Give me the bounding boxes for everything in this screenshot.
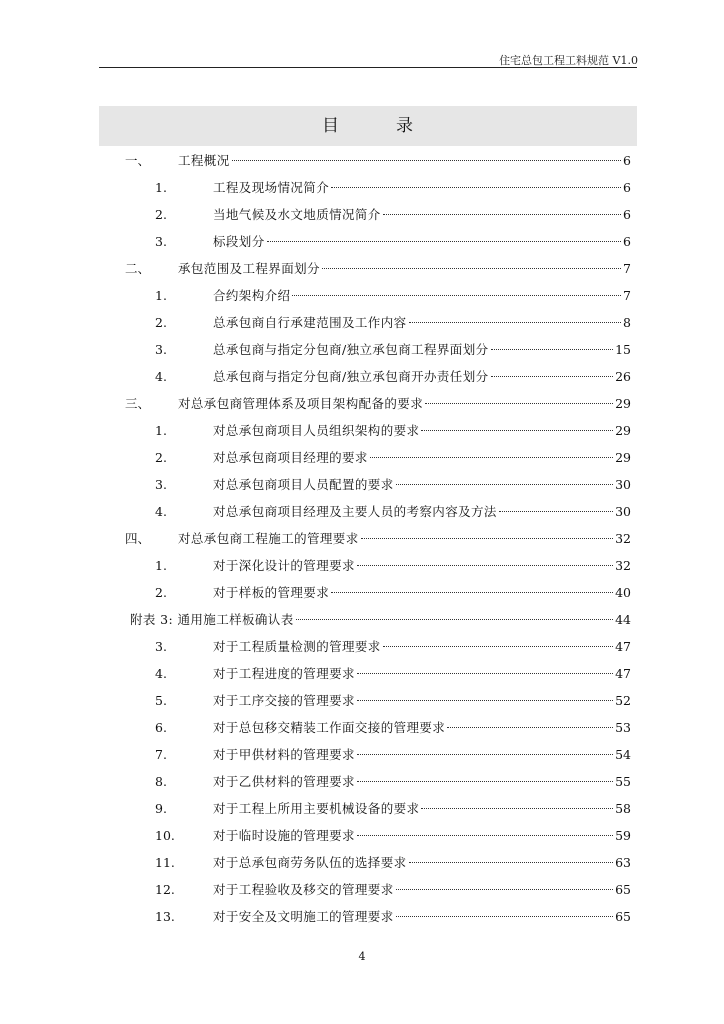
toc-entry-page: 29 bbox=[615, 396, 631, 411]
toc-leader-dots bbox=[383, 213, 621, 215]
toc-entry-page: 6 bbox=[623, 234, 631, 249]
toc-entry-number: 1. bbox=[155, 423, 167, 438]
toc-entry-number: 2. bbox=[155, 450, 167, 465]
toc-leader-dots bbox=[361, 537, 613, 539]
toc-leader-dots bbox=[409, 321, 622, 323]
toc-entry[interactable] bbox=[0, 904, 724, 930]
toc-leader-dots bbox=[296, 618, 613, 620]
toc-leader-dots bbox=[499, 510, 613, 512]
toc-entry-text: 对于临时设施的管理要求 bbox=[213, 828, 355, 843]
toc-entry[interactable] bbox=[0, 526, 724, 552]
toc-title bbox=[99, 106, 637, 146]
toc-entry[interactable] bbox=[0, 715, 724, 741]
toc-entry-number: 三、 bbox=[125, 396, 151, 411]
toc-leader-dots bbox=[370, 456, 613, 458]
toc-entry[interactable] bbox=[0, 688, 724, 714]
toc-entry-page: 6 bbox=[623, 207, 631, 222]
toc-leader-dots bbox=[357, 564, 613, 566]
toc-entry-text: 对总承包商项目经理的要求 bbox=[213, 450, 368, 465]
toc-entry[interactable] bbox=[0, 796, 724, 822]
toc-entry[interactable] bbox=[0, 175, 724, 201]
toc-entry-text: 对于安全及文明施工的管理要求 bbox=[213, 909, 394, 924]
toc-entry-number: 4. bbox=[155, 504, 167, 519]
toc-entry-text: 对总承包商项目人员组织架构的要求 bbox=[213, 423, 420, 438]
toc-leader-dots bbox=[357, 672, 613, 674]
toc-entry-number: 12. bbox=[155, 882, 175, 897]
toc-entry-page: 52 bbox=[615, 693, 631, 708]
toc-entry-page: 55 bbox=[615, 774, 631, 789]
toc-entry-number: 4. bbox=[155, 666, 167, 681]
toc-entry-text: 工程及现场情况简介 bbox=[213, 180, 330, 195]
toc-entry-number: 10. bbox=[155, 828, 175, 843]
toc-entry-number: 1. bbox=[155, 558, 167, 573]
toc-entry-text: 总承包商自行承建范围及工作内容 bbox=[213, 315, 407, 330]
toc-entry-text: 总承包商与指定分包商/独立承包商工程界面划分 bbox=[213, 342, 489, 357]
toc-entry[interactable] bbox=[0, 742, 724, 768]
toc-leader-dots bbox=[383, 645, 613, 647]
toc-entry[interactable] bbox=[0, 391, 724, 417]
toc-entry-text: 对于甲供材料的管理要求 bbox=[213, 747, 355, 762]
toc-entry[interactable] bbox=[0, 256, 724, 282]
toc-title-part2: 录 bbox=[396, 116, 414, 136]
toc-leader-dots bbox=[322, 267, 621, 269]
toc-entry-appendix[interactable] bbox=[0, 607, 724, 633]
toc-entry[interactable] bbox=[0, 148, 724, 174]
toc-leader-dots bbox=[447, 726, 613, 728]
toc-leader-dots bbox=[357, 780, 613, 782]
toc-entry-page: 29 bbox=[615, 450, 631, 465]
toc-entry-page: 6 bbox=[623, 180, 631, 195]
toc-entry[interactable] bbox=[0, 364, 724, 390]
toc-entry-text: 对于工序交接的管理要求 bbox=[213, 693, 355, 708]
toc-leader-dots bbox=[267, 240, 621, 242]
toc-entry-number: 11. bbox=[155, 855, 175, 870]
toc-entry-number: 二、 bbox=[125, 261, 151, 276]
toc-entry[interactable] bbox=[0, 634, 724, 660]
toc-entry-page: 59 bbox=[615, 828, 631, 843]
toc-entry[interactable] bbox=[0, 850, 724, 876]
toc-entry[interactable] bbox=[0, 229, 724, 255]
toc-leader-dots bbox=[491, 375, 614, 377]
toc-entry-page: 63 bbox=[615, 855, 631, 870]
toc-entry-page: 44 bbox=[615, 612, 631, 627]
toc-entry-text: 对总承包商项目经理及主要人员的考察内容及方法 bbox=[213, 504, 497, 519]
toc-entry-text: 对于工程质量检测的管理要求 bbox=[213, 639, 381, 654]
toc-entry-page: 26 bbox=[615, 369, 631, 384]
toc-entry[interactable] bbox=[0, 553, 724, 579]
toc-entry[interactable] bbox=[0, 823, 724, 849]
toc-entry-number: 四、 bbox=[125, 531, 151, 546]
toc-entry[interactable] bbox=[0, 769, 724, 795]
toc-entry-text: 合约架构介绍 bbox=[213, 288, 291, 303]
toc-entry-page: 54 bbox=[615, 747, 631, 762]
toc-entry-page: 29 bbox=[615, 423, 631, 438]
toc-entry-page: 58 bbox=[615, 801, 631, 816]
toc-entry-page: 6 bbox=[623, 153, 631, 168]
toc-entry-number: 7. bbox=[155, 747, 167, 762]
toc-title-part1: 目 bbox=[322, 116, 340, 136]
toc-entry-page: 32 bbox=[615, 558, 631, 573]
toc-leader-dots bbox=[409, 861, 614, 863]
toc-entry-page: 7 bbox=[623, 261, 631, 276]
toc-entry[interactable] bbox=[0, 580, 724, 606]
toc-entry[interactable] bbox=[0, 283, 724, 309]
toc-entry-page: 53 bbox=[615, 720, 631, 735]
toc-leader-dots bbox=[331, 186, 621, 188]
toc-leader-dots bbox=[232, 159, 621, 161]
toc-entry[interactable] bbox=[0, 418, 724, 444]
toc-entry-number: 13. bbox=[155, 909, 175, 924]
toc-entry-number: 3. bbox=[155, 234, 167, 249]
toc-entry-number: 2. bbox=[155, 207, 167, 222]
page-number: 4 bbox=[358, 950, 366, 963]
header-divider bbox=[99, 67, 637, 68]
toc-entry-page: 30 bbox=[615, 504, 631, 519]
toc-entry-text: 对总承包商工程施工的管理要求 bbox=[178, 531, 359, 546]
toc-leader-dots bbox=[396, 888, 613, 890]
toc-entry-number: 1. bbox=[155, 180, 167, 195]
document-header-title: 住宅总包工程工料规范 V1.0 bbox=[499, 54, 638, 67]
toc-entry-page: 8 bbox=[623, 315, 631, 330]
toc-leader-dots bbox=[491, 348, 614, 350]
toc-entry[interactable] bbox=[0, 202, 724, 228]
toc-leader-dots bbox=[357, 699, 613, 701]
toc-leader-dots bbox=[292, 294, 621, 296]
toc-entry-number: 2. bbox=[155, 585, 167, 600]
toc-entry-number: 4. bbox=[155, 369, 167, 384]
toc-entry[interactable] bbox=[0, 877, 724, 903]
toc-entry-number: 3. bbox=[155, 477, 167, 492]
toc-entry-text: 对总承包商管理体系及项目架构配备的要求 bbox=[178, 396, 424, 411]
toc-entry-page: 15 bbox=[615, 342, 631, 357]
toc-entry-text: 当地气候及水文地质情况简介 bbox=[213, 207, 381, 222]
toc-entry-text: 对于乙供材料的管理要求 bbox=[213, 774, 355, 789]
toc-entry-number: 2. bbox=[155, 315, 167, 330]
toc-entry-text: 标段划分 bbox=[213, 234, 265, 249]
toc-leader-dots bbox=[425, 402, 613, 404]
toc-entry-page: 47 bbox=[615, 639, 631, 654]
toc-entry[interactable] bbox=[0, 337, 724, 363]
toc-entry-text: 对于样板的管理要求 bbox=[213, 585, 330, 600]
toc-entry[interactable] bbox=[0, 661, 724, 687]
toc-leader-dots bbox=[357, 834, 613, 836]
toc-entry-page: 65 bbox=[615, 882, 631, 897]
toc-entry-page: 47 bbox=[615, 666, 631, 681]
toc-entry-number: 6. bbox=[155, 720, 167, 735]
toc-entry-text: 对于工程验收及移交的管理要求 bbox=[213, 882, 394, 897]
toc-leader-dots bbox=[421, 807, 613, 809]
toc-entry-text: 承包范围及工程界面划分 bbox=[178, 261, 320, 276]
toc-leader-dots bbox=[331, 591, 613, 593]
toc-entry[interactable] bbox=[0, 445, 724, 471]
toc-entry-page: 30 bbox=[615, 477, 631, 492]
toc-entry-text: 对于总包移交精装工作面交接的管理要求 bbox=[213, 720, 446, 735]
toc-leader-dots bbox=[396, 915, 613, 917]
toc-entry-number: 9. bbox=[155, 801, 167, 816]
toc-entry-number: 一、 bbox=[125, 153, 151, 168]
toc-entry-text: 对于工程上所用主要机械设备的要求 bbox=[213, 801, 420, 816]
toc-entry-number: 3. bbox=[155, 639, 167, 654]
toc-entry-text: 总承包商与指定分包商/独立承包商开办责任划分 bbox=[213, 369, 489, 384]
toc-leader-dots bbox=[357, 753, 613, 755]
toc-entry-number: 8. bbox=[155, 774, 167, 789]
toc-entry-page: 32 bbox=[615, 531, 631, 546]
toc-entry[interactable] bbox=[0, 310, 724, 336]
toc-entry-text: 对于深化设计的管理要求 bbox=[213, 558, 355, 573]
toc-entry[interactable] bbox=[0, 499, 724, 525]
toc-entry-page: 40 bbox=[615, 585, 631, 600]
toc-entry-page: 65 bbox=[615, 909, 631, 924]
toc-entry-text: 对于总承包商劳务队伍的选择要求 bbox=[213, 855, 407, 870]
toc-entry-page: 7 bbox=[623, 288, 631, 303]
toc-entry-number: 5. bbox=[155, 693, 167, 708]
toc-entry-number: 3. bbox=[155, 342, 167, 357]
toc-entry-text: 对总承包商项目人员配置的要求 bbox=[213, 477, 394, 492]
toc-entry-text: 对于工程进度的管理要求 bbox=[213, 666, 355, 681]
toc-entry-number: 1. bbox=[155, 288, 167, 303]
toc-entry[interactable] bbox=[0, 472, 724, 498]
toc-entry-text: 附表 3: 通用施工样板确认表 bbox=[130, 612, 294, 627]
toc-leader-dots bbox=[421, 429, 613, 431]
toc-entry-text: 工程概况 bbox=[178, 153, 230, 168]
toc-leader-dots bbox=[396, 483, 613, 485]
